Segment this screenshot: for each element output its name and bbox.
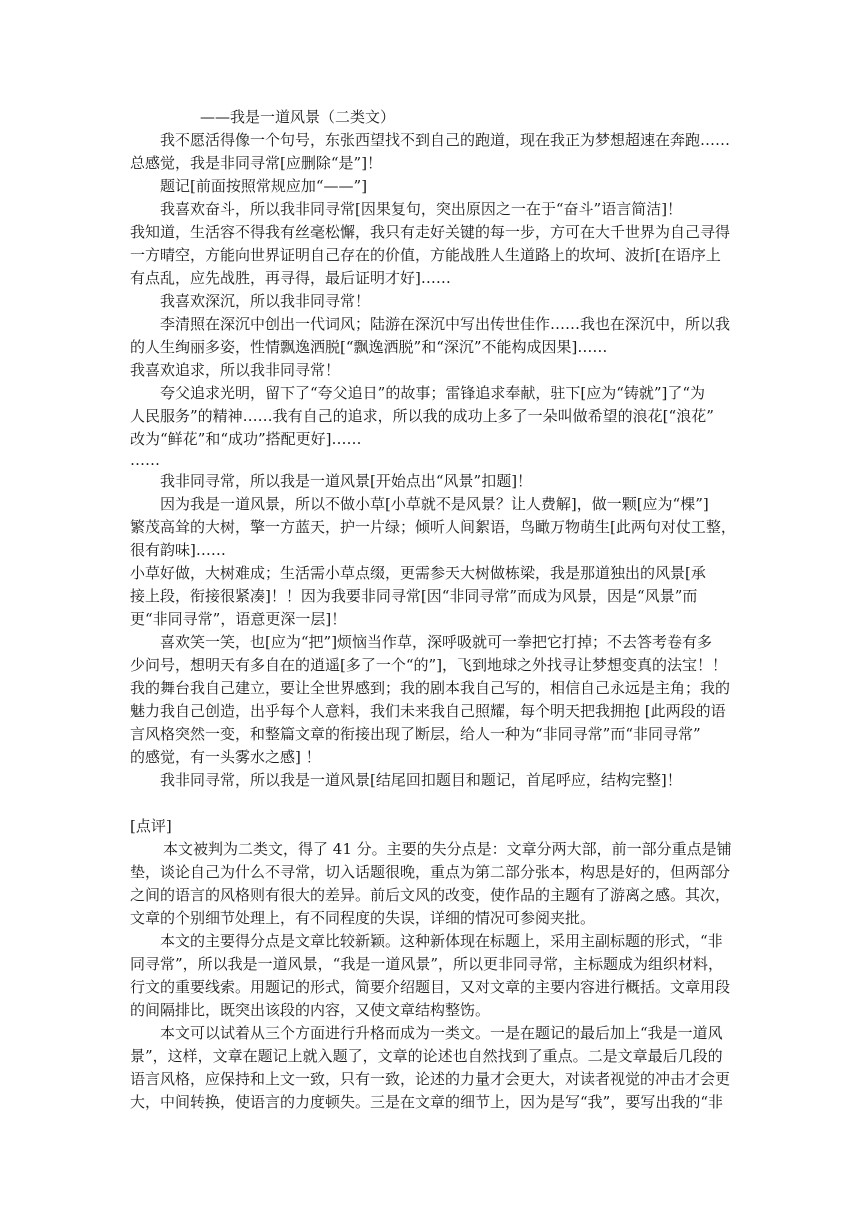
text-line: 人民服务”的精神……我有自己的追求，所以我的成功上多了一朵叫做希望的浪花[“浪花” [130, 407, 714, 425]
text-line: 大，中间转换，使语言的力度顿失。三是在文章的细节上，因为是写“我”，要写出我的“非 [130, 1093, 724, 1111]
text-line: 我喜欢深沉，所以我非同寻常！ [160, 292, 371, 310]
text-line: 总感觉，我是非同寻常[应删除“是”]！ [130, 154, 383, 172]
text-line: 景”，这样，文章在题记上就入题了，文章的论述也自然找到了重点。二是文章最后几段的 [130, 1047, 723, 1065]
text-line: 语言风格，应保持和上文一致，只有一致，论述的力量才会更大，对读者视觉的冲击才会更 [130, 1070, 731, 1088]
text-line: …… [130, 451, 160, 469]
text-line: 我非同寻常，所以我是一道风景[开始点出“风景”扣题]！ [160, 472, 533, 490]
text-line: 接上段，衔接很紧凑]！！因为我要非同寻常[因“非同寻常”而成为风景，因是“风景”而 [130, 587, 698, 605]
document-title: ——我是一道风景（二类文） [200, 108, 396, 126]
text-line: 魅力我自己创造，出乎每个人意料，我们未来我自己照耀，每个明天把我拥抱 [此两段的语 [130, 702, 726, 720]
section-heading: [点评] [130, 817, 172, 835]
text-line: 我的舞台我自己建立，要让全世界感到；我的剧本我自己写的，相信自己永远是主角；我的 [130, 679, 731, 697]
text-line: 行文的重要线索。用题记的形式，简要介绍题目，又对文章的主要内容进行概括。文章用段 [130, 978, 731, 996]
text-line: 我喜欢追求，所以我非同寻常！ [130, 361, 341, 379]
text-line: 有点乱，应先战胜，再寻得，最后证明才好]…… [130, 269, 451, 287]
text-line: 文章的个别细节处理上，有不同程度的失误，详细的情况可参阅夹批。 [130, 909, 596, 927]
text-line: 改为“鲜花”和“成功”搭配更好]…… [130, 430, 362, 448]
text-line: 言风格突然一变，和整篇文章的衔接出现了断层，给人一种为“非同寻常”而“非同寻常” [130, 725, 701, 743]
text-line: 我非同寻常，所以我是一道风景[结尾回扣题目和题记，首尾呼应，结构完整]！ [160, 771, 682, 789]
text-line: 很有韵味]…… [130, 541, 226, 559]
text-line: 本文的主要得分点是文章比较新颖。这种新体现在标题上，采用主副标题的形式，“非 [160, 932, 723, 950]
text-line: 小草好做，大树难成；生活需小草点缀，更需参天大树做栋梁，我是那道独出的风景[承 [130, 564, 706, 582]
text-line: 同寻常”，所以我是一道风景，“我是一道风景”，所以更非同寻常，主标题成为组织材料， [130, 955, 724, 973]
text-line: 本文被判为二类文，得了 41 分。主要的失分点是：文章分两大部，前一部分重点是铺 [163, 840, 732, 858]
text-line: 的人生绚丽多姿，性情飘逸洒脱[“飘逸洒脱”和“深沉”不能构成因果]…… [130, 338, 608, 356]
text-line: 我喜欢奋斗，所以我非同寻常[因果复句，突出原因之一在于“奋斗”语言简洁]！ [160, 200, 683, 218]
text-line: 更“非同寻常”，语意更深一层]！ [130, 610, 347, 628]
text-line: 因为我是一道风景，所以不做小草[小草就不是风景？让人费解]，做一颗[应为“棵”] [160, 495, 709, 513]
text-line: 我知道，生活容不得我有丝毫松懈，我只有走好关键的每一步，方可在大千世界为自己寻得 [130, 223, 731, 241]
text-line: 本文可以试着从三个方面进行升格而成为一类文。一是在题记的最后加上“我是一道风 [160, 1024, 723, 1042]
text-line: 的间隔排比，既突出该段的内容，又使文章结构整饬。 [130, 1001, 491, 1019]
text-line: 少问号，想明天有多自在的逍遥[多了一个“的”]，飞到地球之外找寻让梦想变真的法宝！！ [130, 656, 728, 674]
text-line: 垫，谈论自己为什么不寻常，切入话题很晚，重点为第二部分张本，构思是好的，但两部分 [130, 863, 731, 881]
text-line: 之间的语言的风格则有很大的差异。前后文风的改变，使作品的主题有了游离之感。其次， [130, 886, 731, 904]
text-line: 李清照在深沉中创出一代词风；陆游在深沉中写出传世佳作……我也在深沉中，所以我 [160, 315, 731, 333]
text-line: 喜欢笑一笑，也[应为“把”]烦恼当作草，深呼吸就可一拳把它打掉；不去答考卷有多 [160, 633, 713, 651]
text-line: 一方晴空，方能向世界证明自己存在的价值，方能战胜人生道路上的坎坷、波折[在语序上 [130, 246, 721, 264]
text-line: 的感觉，有一头雾水之感] ！ [130, 748, 321, 766]
text-line: 繁茂高耸的大树，擎一方蓝天，护一片绿；倾听人间絮语，鸟瞰万物萌生[此两句对仗工整， [130, 518, 736, 536]
text-line: 题记[前面按照常规应加“——”] [160, 177, 368, 195]
text-line: 夸父追求光明，留下了“夸父追日”的故事；雷锋追求奉献，驻下[应为“铸就”]了“为 [160, 384, 706, 402]
text-line: 我不愿活得像一个句号，东张西望找不到自己的跑道，现在我正为梦想超速在奔跑…… [160, 131, 731, 149]
